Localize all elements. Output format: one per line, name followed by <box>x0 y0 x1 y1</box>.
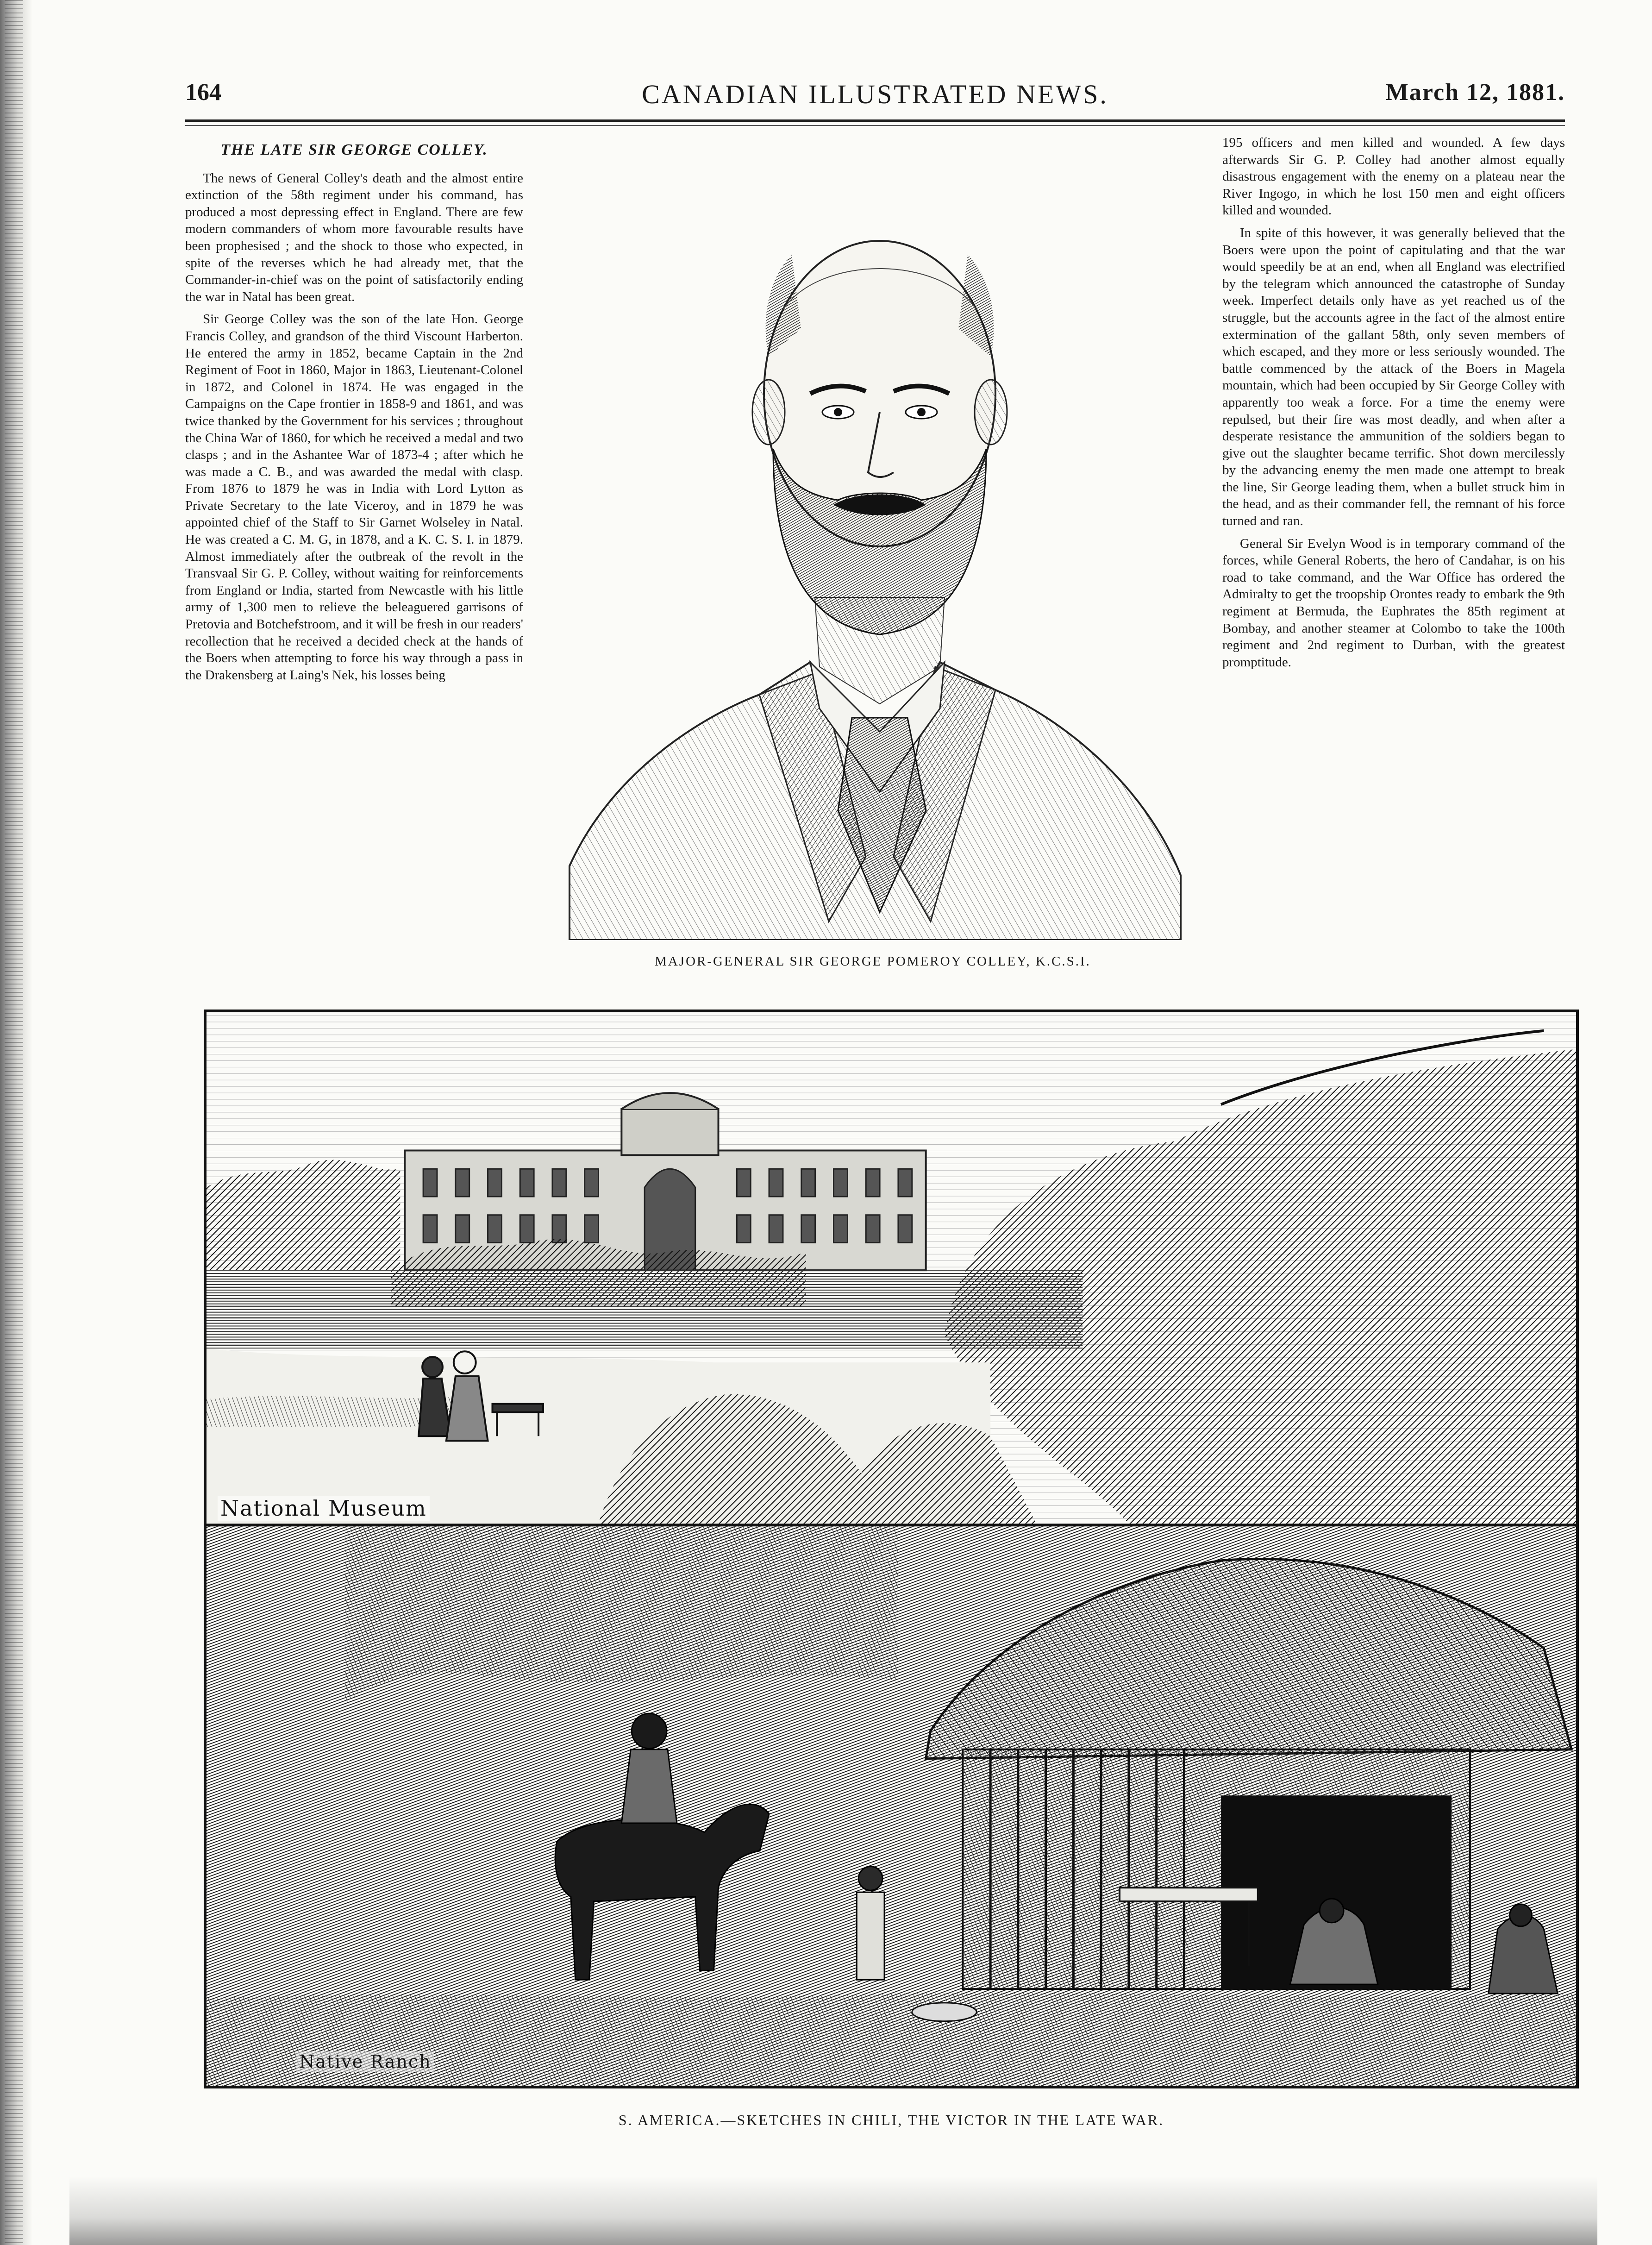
page-edge-shadow <box>69 2176 1597 2245</box>
masthead <box>185 79 1565 116</box>
chile-sketches-engraving <box>204 1010 1579 2088</box>
article-heading: THE LATE SIR GEORGE COLLEY. <box>220 141 488 158</box>
binding-texture <box>5 0 23 2245</box>
article-paragraph: Sir George Colley was the son of the late Hon. George Francis Colley, and grandson of the third Viscount Harberton. He entered the army in 1852, became Captain in the 2nd Regiment of Foot in 1860, Major in 1863, Lieutenant-Colonel in 1872, and Colonel in 1874. He was engaged in the Campaigns on the Cape frontier in 1858-9 and 1861, and was twice thanked by the Government for his services ; throughout the China War of 1860, for which he received a medal and two clasps ; and in the Ashantee War of 1873-4 ; after which he was made a C. B., and was awarded the medal with clasp. From 1876 to 1879 he was in India with Lord Lytton as Private Secretary to the late Viceroy, and in 1879 he was appointed chief of the Staff to Sir Garnet Wolseley in Natal. He was created a C. M. G, in 1878, and a K. C. S. I. in 1879. Almost immediately after the outbreak of the revolt in the Transvaal Sir G. P. Colley, without waiting for reinforcements from England or India, started from Newcastle with his little army of 1,300 men to relieve the beleaguered garrisons of Pretovia and Botchefstroom, and it will be fresh in our readers' recollection that he received a decided check at the hands of the Boers when attempting to force his way through a pass in the Drakensberg at Laing's Nek, his losses being <box>185 312 523 683</box>
page-number: 164 <box>185 79 221 106</box>
masthead-rule <box>185 119 1565 122</box>
national-museum-label: National Museum <box>218 1496 430 1521</box>
article-column-left <box>185 139 523 935</box>
article-paragraph: In spite of this however, it was generally believed that the Boers were upon the point of capitulating and that the war would speedily be at an end, when all England was electrified by the telegram which announced the catastrophe of Sunday week. Imperfect details only have as yet reached us of the struggle, but the accounts agree in the fact of the almost entire extermination of the gallant 58th, only seven members of which escaped, and they more or less seriously wounded. The battle commenced by the attack of the Boers in Magela mountain, which had been occupied by Sir George Colley with apparently too weak a force. For a time the enemy were repulsed, but their fire was most deadly, and when after a desperate resistance the ammunition of the soldiers began to give out the slaughter became terrific. Shot down mercilessly by the advancing enemy the men made one attempt to break the line, Sir George leading them, when a bullet struck him in the head, and as their commander fell, the remnant of his force turned and ran. <box>1222 225 1565 529</box>
article-paragraph: The news of General Colley's death and the almost entire extinction of the 58th regiment under his command, has produced a most depressing effect in England. There are few modern commanders of whom more favourable results have been prophesised ; and the shock to those who expected, in spite of the reverses which he had already met, that the Commander-in-chief was on the point of satisfactorily ending the war in Natal has been great. <box>185 170 523 304</box>
native-ranch-label: Native Ranch <box>296 2051 434 2072</box>
masthead-rule-thin <box>185 125 1565 126</box>
portrait-caption: MAJOR-GENERAL SIR GEORGE POMEROY COLLEY, K.C.S.I. <box>655 954 1091 969</box>
engraving-caption: S. AMERICA.—SKETCHES IN CHILI, THE VICTOR IN THE LATE WAR. <box>618 2112 1164 2128</box>
article-paragraph: General Sir Evelyn Wood is in temporary command of the forces, while General Roberts, the hero of Candahar, is on his road to take command, and the War Office has ordered the Admiralty to get the troopship Orontes ready to embark the 9th regiment at Bermuda, the Euphrates the 85th regiment at Bombay, and another steamer at Colombo to take the 100th regiment and 2nd regiment to Durban, with the greatest promptitude. <box>1222 536 1565 670</box>
paper-title: CANADIAN ILLUSTRATED NEWS. <box>642 79 1108 109</box>
article-column-right <box>1222 134 1565 931</box>
engraving-illustration <box>206 1012 1576 2086</box>
issue-date: March 12, 1881. <box>1385 79 1565 106</box>
article-paragraph: 195 officers and men killed and wounded. A few days afterwards Sir G. P. Colley had another almost equally disastrous engagement with the enemy on a plateau near the River Ingogo, in which he lost 150 men and eight officers killed and wounded. <box>1222 135 1565 218</box>
portrait-engraving <box>542 134 1204 940</box>
portrait-illustration <box>542 134 1204 940</box>
